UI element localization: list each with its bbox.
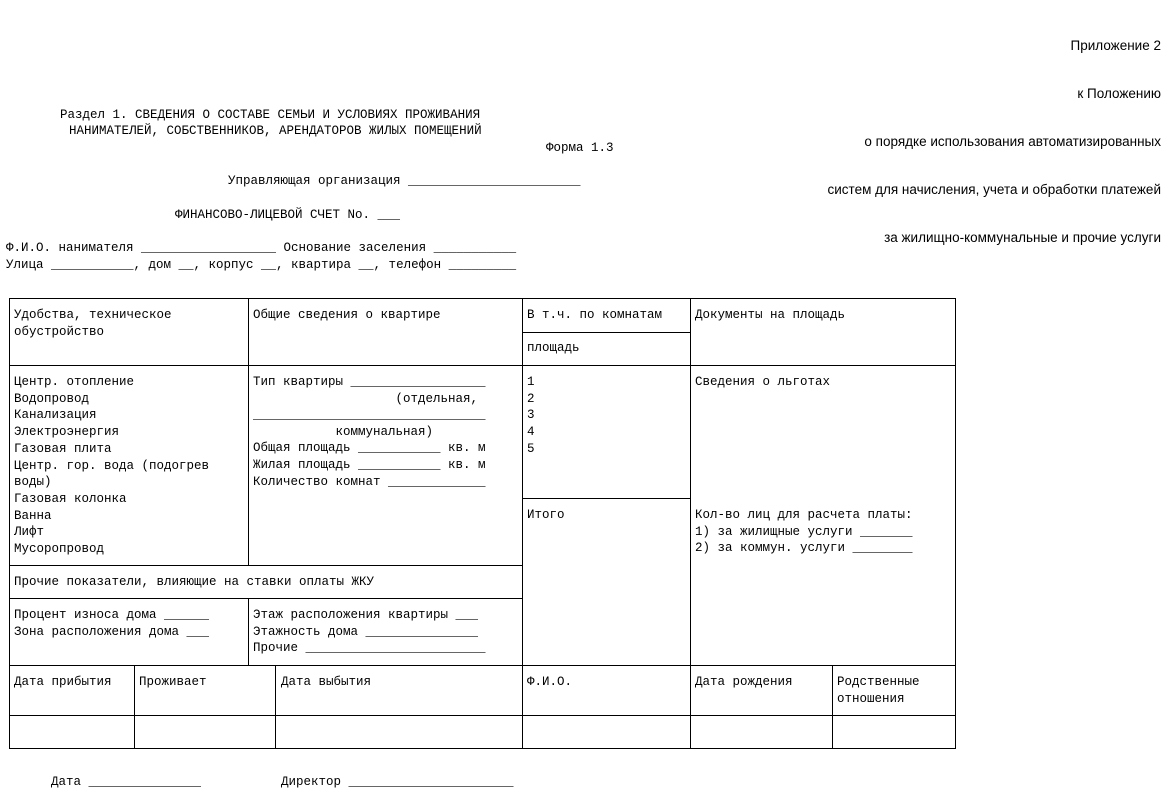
floor-info-fields: Этаж расположения квартиры ___ Этажность дома _______________ Прочие ________________________ <box>253 608 486 656</box>
persons-count-block: Кол-во лиц для расчета платы: 1) за жилищные услуги _______ 2) за коммун. услуги ________ <box>695 508 913 556</box>
room-count-field: Количество комнат _____________ <box>253 475 486 489</box>
column-arrival-date: Дата прибытия <box>14 675 112 689</box>
footer-director-field: Директор ______________________ <box>281 775 514 789</box>
other-indicators-label: Прочие показатели, влияющие на ставки оплаты ЖКУ <box>14 575 375 589</box>
room-numbers: 1 2 3 4 5 <box>527 375 535 456</box>
table-border-bottom <box>9 748 956 749</box>
table-rule <box>522 298 523 749</box>
management-organization-field: Управляющая организация _______________________ <box>228 174 581 188</box>
annex-line: к Положению <box>1077 86 1161 101</box>
table-rule <box>9 665 956 666</box>
annex-line: Приложение 2 <box>1070 38 1161 53</box>
section-title-line-1: Раздел 1. СВЕДЕНИЯ О СОСТАВЕ СЕМЬИ И УСЛОВИЯХ ПРОЖИВАНИЯ <box>60 108 481 122</box>
column-departure-date: Дата выбытия <box>281 675 372 689</box>
amenities-list: Центр. отопление Водопровод Канализация Электроэнергия Газовая плита Центр. гор. вода (подогрев воды) Газовая колонка Ванна Лифт Мусоропровод <box>14 375 210 557</box>
header-documents: Документы на площадь <box>695 308 846 322</box>
section-title-line-2: НАНИМАТЕЛЕЙ, СОБСТВЕННИКОВ, АРЕНДАТОРОВ ЖИЛЫХ ПОМЕЩЕНИЙ <box>69 124 482 138</box>
table-border-left <box>9 298 10 749</box>
table-rule <box>248 298 249 566</box>
table-border-top <box>9 298 956 299</box>
benefits-label: Сведения о льготах <box>695 375 831 389</box>
table-rule <box>9 365 956 366</box>
address-line: Улица ___________, дом __, корпус __, квартира __, телефон _________ <box>6 258 517 272</box>
total-area-field: Общая площадь ___________ кв. м <box>253 441 486 455</box>
table-rule <box>522 332 691 333</box>
total-label: Итого <box>527 508 565 522</box>
apartment-type-field: Тип квартиры __________________ (отдельная, _______________________________ коммунальная) <box>253 375 486 440</box>
annex-line: о порядке использования автоматизированных <box>864 134 1161 149</box>
wear-and-zone-fields: Процент износа дома ______ Зона расположения дома ___ <box>14 608 210 639</box>
table-rule <box>522 498 691 499</box>
table-rule <box>9 598 523 599</box>
header-by-rooms: В т.ч. по комнатам <box>527 308 663 322</box>
living-area-field: Жилая площадь ___________ кв. м <box>253 458 486 472</box>
account-number-field: ФИНАНСОВО-ЛИЦЕВОЙ СЧЕТ No. ___ <box>175 208 401 222</box>
header-general-info: Общие сведения о квартире <box>253 308 441 322</box>
annex-line: систем для начисления, учета и обработки платежей <box>827 182 1161 197</box>
column-birth-date: Дата рождения <box>695 675 793 689</box>
form-number: Форма 1.3 <box>546 141 614 155</box>
table-rule <box>832 665 833 749</box>
table-rule <box>9 565 523 566</box>
annex-header <box>828 6 1162 262</box>
table-rule <box>248 598 249 666</box>
table-rule <box>690 298 691 749</box>
table-border-right <box>955 298 956 749</box>
header-area: площадь <box>527 341 580 355</box>
table-rule <box>275 665 276 749</box>
column-relation: Родственные отношения <box>837 675 920 706</box>
header-amenities: Удобства, техническое обустройство <box>14 308 172 339</box>
tenant-line: Ф.И.О. нанимателя __________________ Основание заселения ___________ <box>6 241 517 255</box>
table-rule <box>9 715 956 716</box>
table-rule <box>134 665 135 749</box>
column-lives: Проживает <box>139 675 207 689</box>
annex-line: за жилищно-коммунальные и прочие услуги <box>884 230 1161 245</box>
column-full-name: Ф.И.О. <box>527 675 573 689</box>
footer-date-field: Дата _______________ <box>51 775 202 789</box>
